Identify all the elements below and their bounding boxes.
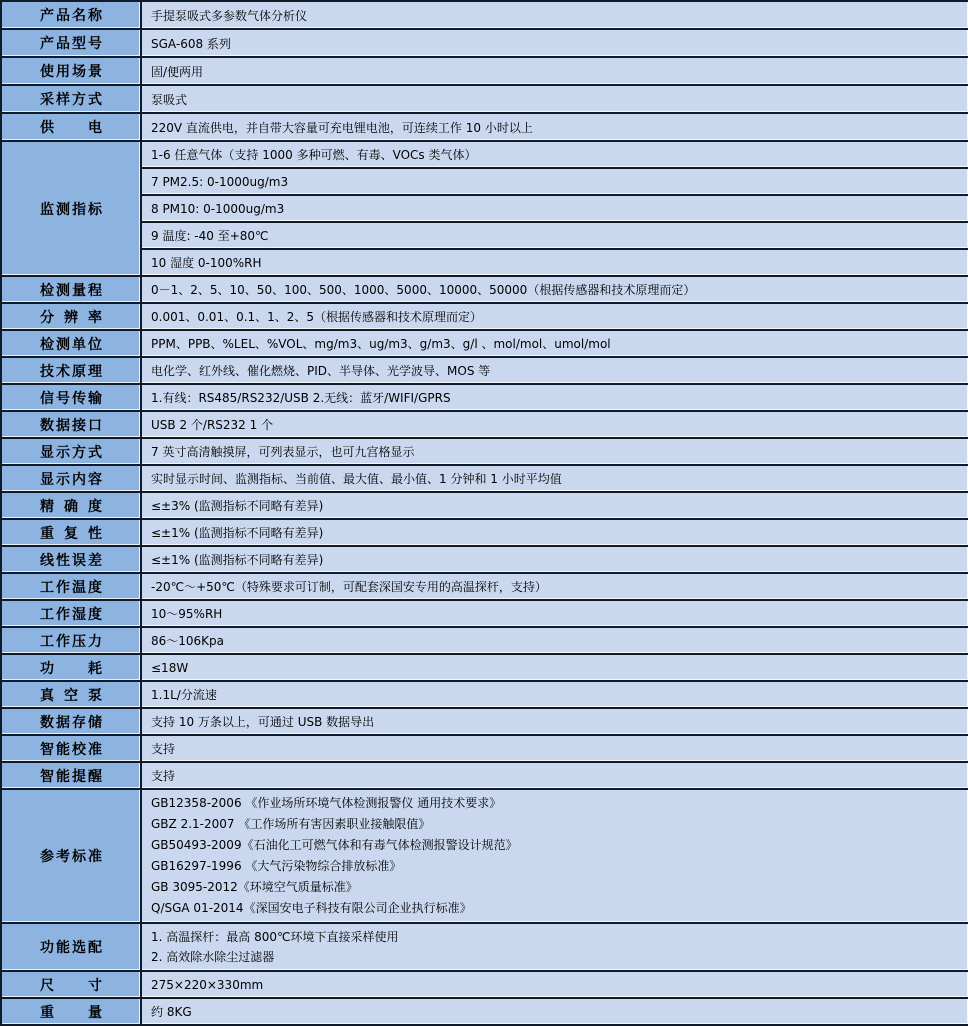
spec-row — [1, 57, 968, 85]
spec-label-cell: 信号传输 — [1, 384, 141, 411]
spec-label-cell: 重复性 — [1, 519, 141, 546]
spec-label-cell: 功耗 — [1, 654, 141, 681]
spec-value-line: 2. 高效除水除尘过滤器 — [151, 950, 275, 964]
spec-value-cell — [141, 923, 968, 971]
spec-label-cell: 工作湿度 — [1, 600, 141, 627]
spec-row — [1, 789, 968, 923]
spec-label-cell: 工作压力 — [1, 627, 141, 654]
spec-value-cell: ≤±3% (监测指标不同略有差异) — [141, 492, 968, 519]
spec-row — [1, 113, 968, 141]
spec-row — [1, 681, 968, 708]
spec-value-cell: 1-6 任意气体（支持 1000 多种可燃、有毒、VOCs 类气体） — [141, 141, 968, 168]
spec-row — [1, 411, 968, 438]
spec-value-cell: 275×220×330mm — [141, 971, 968, 998]
spec-value-cell: 10 湿度 0-100%RH — [141, 249, 968, 276]
spec-row — [1, 195, 968, 222]
spec-label-cell: 产品型号 — [1, 29, 141, 57]
spec-row — [1, 141, 968, 168]
spec-label-cell: 精确度 — [1, 492, 141, 519]
spec-label-cell: 分辨率 — [1, 303, 141, 330]
spec-label-cell: 工作温度 — [1, 573, 141, 600]
spec-row — [1, 708, 968, 735]
spec-label-cell: 显示内容 — [1, 465, 141, 492]
spec-value-line: GB12358-2006 《作业场所环境气体检测报警仪 通用技术要求》 — [151, 796, 502, 810]
spec-value-cell: 支持 10 万条以上，可通过 USB 数据导出 — [141, 708, 968, 735]
spec-value-line: GB50493-2009《石油化工可燃气体和有毒气体检测报警设计规范》 — [151, 838, 518, 852]
spec-value-cell: 支持 — [141, 735, 968, 762]
spec-value-cell: -20℃～+50℃（特殊要求可订制，可配套深国安专用的高温探杆，支持） — [141, 573, 968, 600]
spec-value-cell: 220V 直流供电，并自带大容量可充电锂电池，可连续工作 10 小时以上 — [141, 113, 968, 141]
spec-label-cell: 检测单位 — [1, 330, 141, 357]
spec-value-line: Q/SGA 01-2014《深国安电子科技有限公司企业执行标准》 — [151, 901, 472, 915]
spec-label-cell: 真空泵 — [1, 681, 141, 708]
spec-value-line: GB16297-1996 《大气污染物综合排放标准》 — [151, 859, 402, 873]
spec-value-cell: 固/便两用 — [141, 57, 968, 85]
spec-row — [1, 923, 968, 971]
spec-label-cell: 监测指标 — [1, 141, 141, 276]
spec-value-cell: 7 PM2.5: 0-1000ug/m3 — [141, 168, 968, 195]
spec-label-cell: 使用场景 — [1, 57, 141, 85]
spec-value-cell: 7 英寸高清触摸屏，可列表显示，也可九宫格显示 — [141, 438, 968, 465]
spec-value-cell: 0.001、0.01、0.1、1、2、5（根据传感器和技术原理而定） — [141, 303, 968, 330]
spec-value-cell: 86～106Kpa — [141, 627, 968, 654]
spec-value-cell: 10～95%RH — [141, 600, 968, 627]
spec-value-cell: 支持 — [141, 762, 968, 789]
spec-row — [1, 546, 968, 573]
spec-row — [1, 85, 968, 113]
spec-label-cell: 智能提醒 — [1, 762, 141, 789]
spec-value-cell: USB 2 个/RS232 1 个 — [141, 411, 968, 438]
spec-label-cell: 线性误差 — [1, 546, 141, 573]
spec-value-cell: SGA-608 系列 — [141, 29, 968, 57]
spec-label-cell: 参考标准 — [1, 789, 141, 923]
spec-row — [1, 438, 968, 465]
spec-row — [1, 971, 968, 998]
spec-value-cell: 8 PM10: 0-1000ug/m3 — [141, 195, 968, 222]
spec-row — [1, 330, 968, 357]
spec-row — [1, 762, 968, 789]
spec-value-cell: 约 8KG — [141, 998, 968, 1025]
spec-label-cell: 数据存储 — [1, 708, 141, 735]
spec-row — [1, 998, 968, 1025]
spec-row — [1, 519, 968, 546]
spec-row — [1, 29, 968, 57]
spec-label-cell: 技术原理 — [1, 357, 141, 384]
spec-row — [1, 168, 968, 195]
spec-value-cell: ≤±1% (监测指标不同略有差异) — [141, 546, 968, 573]
spec-value-line: GBZ 2.1-2007 《工作场所有害因素职业接触限值》 — [151, 817, 431, 831]
spec-label-cell: 产品名称 — [1, 1, 141, 29]
spec-value-cell: ≤18W — [141, 654, 968, 681]
spec-value-cell: 1.有线：RS485/RS232/USB 2.无线：蓝牙/WIFI/GPRS — [141, 384, 968, 411]
spec-label-cell: 采样方式 — [1, 85, 141, 113]
spec-row — [1, 492, 968, 519]
spec-row — [1, 627, 968, 654]
spec-row — [1, 249, 968, 276]
spec-value-cell: 9 温度: -40 至+80℃ — [141, 222, 968, 249]
spec-label-cell: 重量 — [1, 998, 141, 1025]
spec-row — [1, 465, 968, 492]
spec-value-cell: 0－1、2、5、10、50、100、500、1000、5000、10000、50000（根据传感器和技术原理而定） — [141, 276, 968, 303]
spec-row — [1, 600, 968, 627]
spec-label-cell: 智能校准 — [1, 735, 141, 762]
spec-value-cell: 手提泵吸式多参数气体分析仪 — [141, 1, 968, 29]
spec-label-cell: 功能选配 — [1, 923, 141, 971]
spec-value-cell: ≤±1% (监测指标不同略有差异) — [141, 519, 968, 546]
spec-label-cell: 数据接口 — [1, 411, 141, 438]
spec-value-cell: 1.1L/分流速 — [141, 681, 968, 708]
spec-value-cell: 电化学、红外线、催化燃烧、PID、半导体、光学波导、MOS 等 — [141, 357, 968, 384]
spec-row — [1, 303, 968, 330]
spec-value-cell: 实时显示时间、监测指标、当前值、最大值、最小值、1 分钟和 1 小时平均值 — [141, 465, 968, 492]
spec-table-body — [1, 1, 968, 1025]
spec-value-cell: 泵吸式 — [141, 85, 968, 113]
spec-row — [1, 384, 968, 411]
spec-label-cell: 显示方式 — [1, 438, 141, 465]
spec-value-cell: PPM、PPB、%LEL、%VOL、mg/m3、ug/m3、g/m3、g/l 、mol/mol、umol/mol — [141, 330, 968, 357]
spec-row — [1, 654, 968, 681]
spec-row — [1, 573, 968, 600]
spec-row — [1, 735, 968, 762]
spec-row — [1, 1, 968, 29]
spec-value-cell — [141, 789, 968, 923]
spec-row — [1, 276, 968, 303]
spec-value-line: 1. 高温探杆：最高 800℃环境下直接采样使用 — [151, 930, 399, 944]
spec-row — [1, 357, 968, 384]
spec-value-line: GB 3095-2012《环境空气质量标准》 — [151, 880, 358, 894]
spec-label-cell: 供电 — [1, 113, 141, 141]
spec-label-cell: 尺寸 — [1, 971, 141, 998]
spec-label-cell: 检测量程 — [1, 276, 141, 303]
spec-row — [1, 222, 968, 249]
